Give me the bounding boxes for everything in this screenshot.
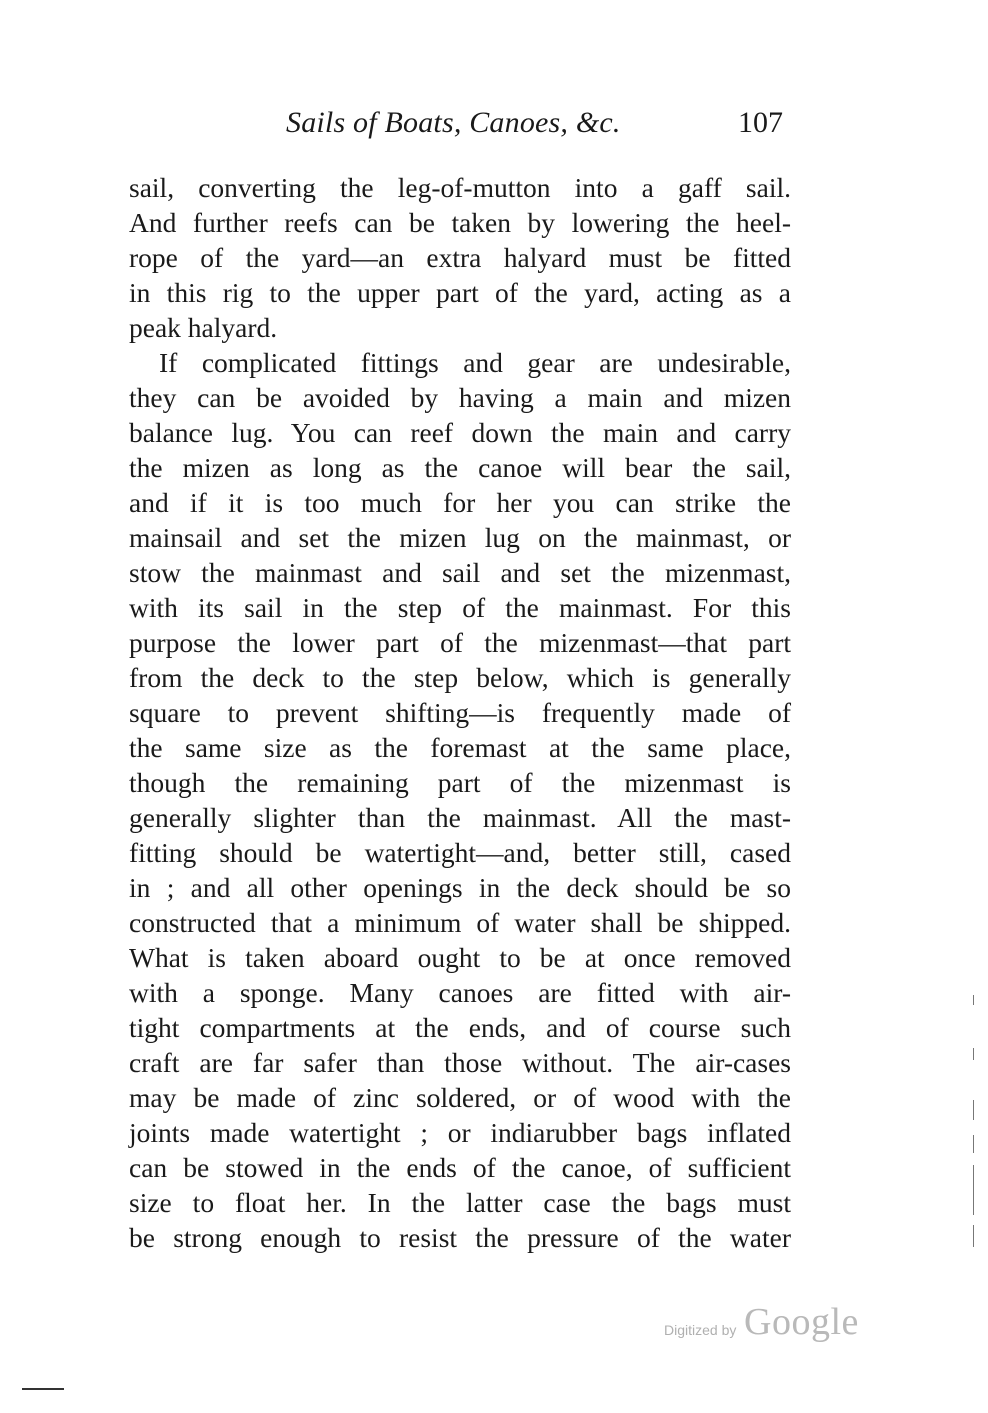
text-line: joints made watertight ; or indiarubber bags inflated [129,1117,791,1148]
scan-artifact [973,1100,974,1120]
watermark-prefix: Digitized by [664,1322,737,1338]
text-line: from the deck to the step below, which is generally [129,662,791,693]
text-line: in ; and all other openings in the deck should be so [129,872,791,903]
text-line: with its sail in the step of the mainmast. For this [129,592,791,623]
text-line: the same size as the foremast at the same place, [129,732,791,763]
text-line: in this rig to the upper part of the yard, acting as a [129,277,791,308]
text-line: generally slighter than the mainmast. All the mast- [129,802,791,833]
text-line: tight compartments at the ends, and of course such [129,1012,791,1043]
text-line: sail, converting the leg-of-mutton into a gaff sail. [129,172,791,203]
text-line: stow the mainmast and sail and set the mizenmast, [129,557,791,588]
text-line: square to prevent shifting—is frequently made of [129,697,791,728]
scan-artifact [973,1225,974,1247]
text-line: size to float her. In the latter case the bags must [129,1187,791,1218]
text-line: If complicated fittings and gear are undesirable, [159,347,791,378]
page-header [0,106,988,150]
text-line: can be stowed in the ends of the canoe, of sufficient [129,1152,791,1183]
text-line: mainsail and set the mizen lug on the mainmast, or [129,522,791,553]
text-line: fitting should be watertight—and, better still, cased [129,837,791,868]
scan-artifact [973,1165,974,1215]
watermark-brand: Google [744,1301,859,1343]
scan-artifact [973,1048,974,1060]
text-line: and if it is too much for her you can strike the [129,487,791,518]
text-line: with a sponge. Many canoes are fitted with air- [129,977,791,1008]
scan-artifact [973,995,974,1005]
text-line: rope of the yard—an extra halyard must be fitted [129,242,791,273]
scan-artifact [973,1135,974,1153]
digitized-watermark [664,1300,874,1350]
text-line: be strong enough to resist the pressure of the water [129,1222,791,1253]
text-line: purpose the lower part of the mizenmast—that part [129,627,791,658]
text-line: peak halyard. [129,312,278,343]
text-line: constructed that a minimum of water shall be shipped. [129,907,791,938]
text-line: may be made of zinc soldered, or of wood with the [129,1082,791,1113]
text-line: What is taken aboard ought to be at once removed [129,942,791,973]
text-line: they can be avoided by having a main and mizen [129,382,791,413]
running-head: Sails of Boats, Canoes, &c. [286,106,621,139]
text-line: craft are far safer than those without. The air-cases [129,1047,791,1078]
page-number: 107 [738,106,783,139]
text-line: balance lug. You can reef down the main and carry [129,417,791,448]
scan-edge-mark [22,1388,64,1390]
text-line: the mizen as long as the canoe will bear the sail, [129,452,791,483]
text-line: And further reefs can be taken by lowering the heel- [129,207,791,238]
text-line: though the remaining part of the mizenmast is [129,767,791,798]
body-text [129,170,791,1255]
